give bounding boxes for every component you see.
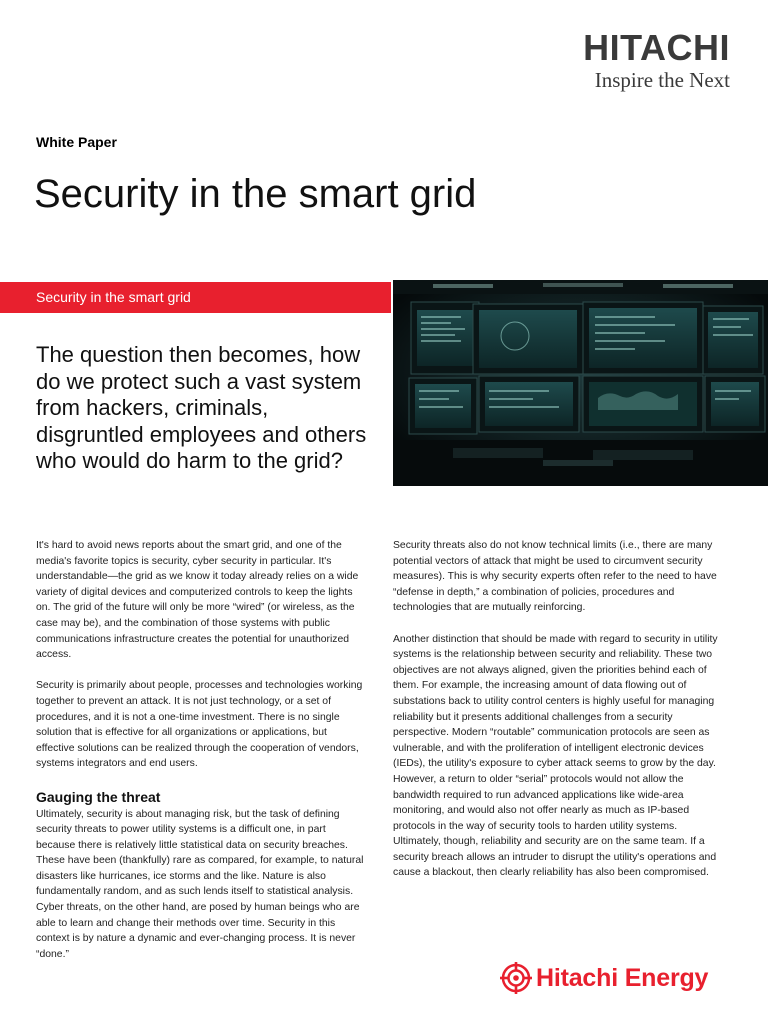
hitachi-energy-wordmark: Hitachi Energy bbox=[536, 963, 709, 992]
hitachi-logo bbox=[583, 27, 730, 92]
hitachi-logo-word: HITACHI bbox=[583, 27, 730, 68]
hitachi-logo-tagline: Inspire the Next bbox=[594, 68, 730, 92]
hitachi-energy-logo bbox=[500, 962, 708, 994]
section-band-label: Security in the smart grid bbox=[36, 289, 191, 305]
hitachi-energy-target-icon bbox=[500, 962, 532, 994]
section-band bbox=[0, 282, 391, 313]
hero-image bbox=[393, 280, 768, 486]
body-paragraph: Security is primarily about people, processes and technologies working together to prevent an attack. It is not just technology, or a set of procedures, and it is not a one-time investment. There is no single solution that is effective for all organizations or applications, but effective solutions can be realized through the cooperation of vendors, systems integrators and end users. bbox=[36, 680, 363, 770]
pull-quote: The question then becomes, how do we protect such a vast system from hackers, criminals, disgruntled employees and others who would do harm to the grid? bbox=[36, 342, 367, 473]
body-paragraph: Security threats also do not know technical limits (i.e., there are many potential vectors of attack that might be used to circumvent security measures). This is why security experts often refer to the need to have “defense in depth,” a combination of policies, procedures and technologies that are mutually reinforcing. bbox=[393, 540, 717, 614]
body-column-left bbox=[36, 538, 366, 978]
body-paragraph: It's hard to avoid news reports about the smart grid, and one of the media's favorite topics is security, cyber security in particular. It's understandable—the grid as we know it today already relies on a wide variety of digital devices and computerized controls to keep the lights on. The grid of the future will only be more “wired” (or wireless, as the case may be), and the combination of those systems with public communications infrastructure creates the potential for unauthorized access. bbox=[36, 540, 359, 661]
body-paragraph: Ultimately, security is about managing risk, but the task of defining security threats to power utility systems is a difficult one, in part because there is relatively little statistical data on security breaches. These have been (thankfully) rare as compared, for example, to natural disasters like hurricanes, ice storms and the like. Nature is also fundamentally random, and as such lends itself to statistical analysis. Cyber threats, on the other hand, are posed by human beings who are able to learn and change their methods over time. Security in this context is by nature a dynamic and ever-changing process. It is never “done.” bbox=[36, 808, 364, 960]
control-room-monitors-photo bbox=[393, 280, 768, 486]
body-column-right bbox=[393, 538, 723, 897]
section-heading: Gauging the threat bbox=[36, 788, 161, 805]
document-type: White Paper bbox=[36, 134, 117, 150]
page-title: Security in the smart grid bbox=[34, 172, 477, 216]
body-paragraph: Another distinction that should be made with regard to security in utility systems is the relationship between security and reliability. These two objectives are not always aligned, given the priorities behind each of them. For example, the increasing amount of data flowing out of substations back to utility control centers is highly useful for managing reliability but it presents additional challenges from a security perspective. Modern “routable” communication protocols are seen as vulnerable, and with the proliferation of intelligent electronic devices (IEDs), the utility's exposure to cyber attack seems to grow by the day. However, a return to older “serial” protocols would not allow the bandwidth required to run advanced applications like wide-area monitoring, and would also not offer nearly as much as IP-based protocols in the way of security tools to harden utility systems. Ultimately, though, reliability and security are on the same team. If a security breach allows an intruder to disrupt the utility's operations and cause a blackout, then clearly reliability has also been compromised. bbox=[393, 633, 718, 879]
